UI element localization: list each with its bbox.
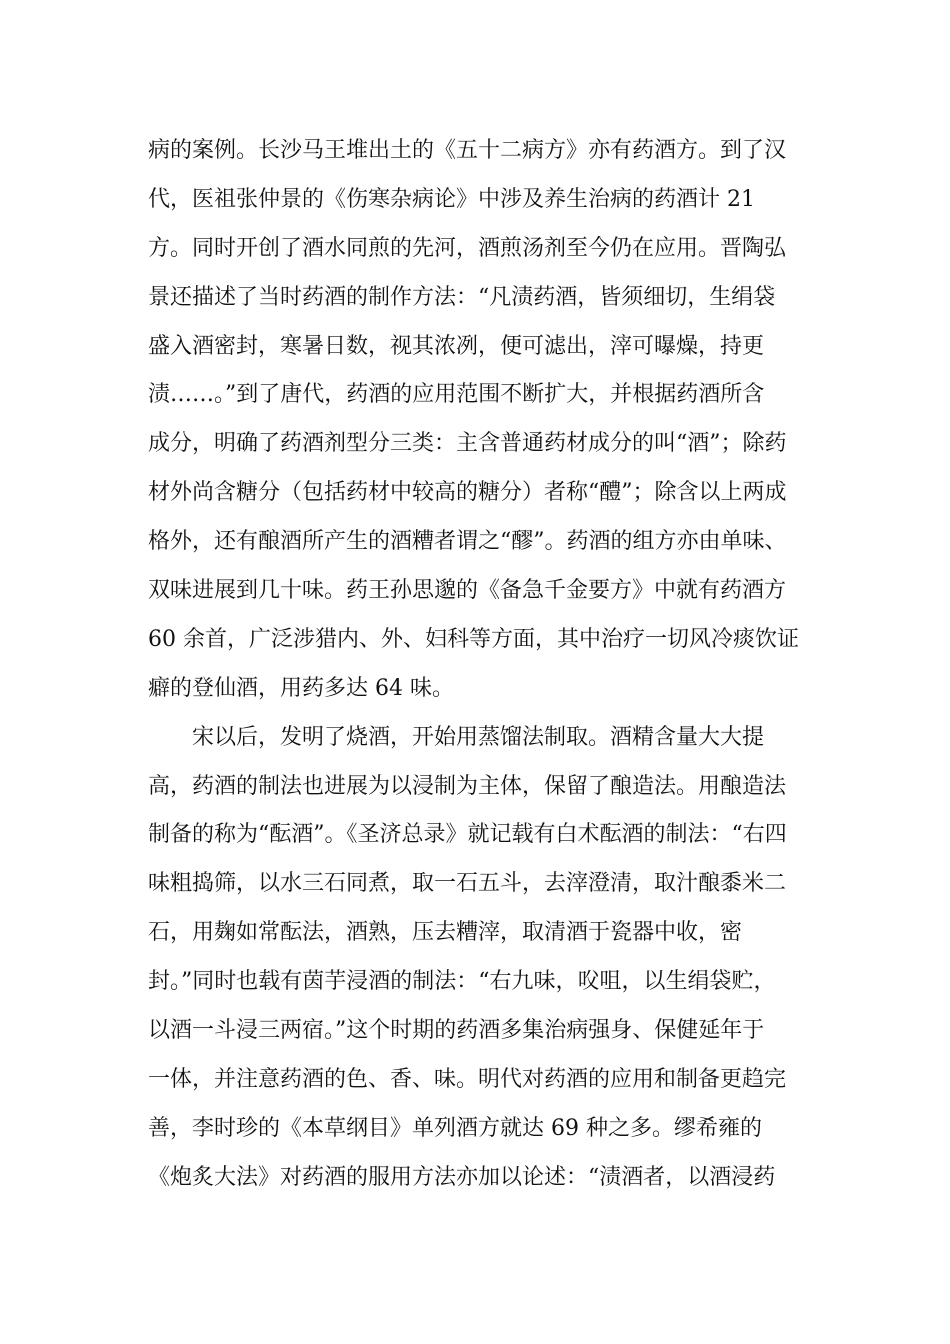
body-text — [148, 127, 808, 1203]
text-line: 60 余首，广泛涉猎内、外、妇科等方面，其中治疗一切风冷痰饮证 — [148, 626, 799, 652]
text-line: 方。同时开创了酒水同煎的先河，酒煎汤剂至今仍在应用。晋陶弘 — [148, 235, 787, 261]
text-line: 盛入酒密封，寒暑日数，视其浓冽，便可滤出，滓可曝燥，持更 — [148, 333, 765, 359]
text-line: 癖的登仙酒，用药多达 64 味。 — [148, 675, 454, 701]
paragraph — [148, 714, 808, 1203]
text-line: 以酒一斗浸三两宿。”这个时期的药酒多集治病强身、保健延年于 — [148, 1018, 765, 1044]
text-line: 成分，明确了药酒剂型分三类：主含普通药材成分的叫“酒”；除药 — [148, 431, 787, 457]
text-line: 石，用麹如常酝法，酒熟，压去糟滓，取清酒于瓷器中收，密 — [148, 920, 743, 946]
paragraph — [148, 127, 808, 714]
text-line: 高，药酒的制法也进展为以浸制为主体，保留了酿造法。用酿造法 — [148, 773, 787, 799]
text-line: 味粗捣筛，以水三石同煮，取一石五斗，去滓澄清，取汁酿黍米二 — [148, 871, 787, 897]
text-line: 病的案例。长沙马王堆出土的《五十二病方》亦有药酒方。到了汉 — [148, 138, 787, 163]
text-line: 渍……。”到了唐代，药酒的应用范围不断扩大，并根据药酒所含 — [148, 382, 765, 408]
text-line: 一体，并注意药酒的色、香、味。明代对药酒的应用和制备更趋完 — [148, 1066, 787, 1092]
text-line: 制备的称为“酝酒”。《圣济总录》就记载有白术酝酒的制法：“右四 — [148, 822, 787, 848]
text-line: 景还描述了当时药酒的制作方法：“凡渍药酒，皆须细切，生绢袋 — [148, 284, 776, 310]
text-line: 宋以后，发明了烧酒，开始用蒸馏法制取。酒精含量大大提 — [192, 724, 765, 750]
text-line: 格外，还有酿酒所产生的酒糟者谓之“醪”。药酒的组方亦由单味、 — [148, 529, 787, 555]
text-line: 双味进展到几十味。药王孙思邈的《备急千金要方》中就有药酒方 — [148, 578, 787, 604]
text-line: 《炮炙大法》对药酒的服用方法亦加以论述：“渍酒者，以酒浸药 — [148, 1164, 776, 1190]
text-line: 封。”同时也载有茵芋浸酒的制法：“右九味，㕮咀，以生绢袋贮， — [148, 969, 776, 995]
text-line: 善，李时珍的《本草纲目》单列酒方就达 69 种之多。缪希雍的 — [148, 1115, 762, 1141]
text-line: 代，医祖张仲景的《伤寒杂病论》中涉及养生治病的药酒计 21 — [148, 186, 755, 212]
text-line: 材外尚含糖分（包括药材中较高的糖分）者称“醴”；除含以上两成 — [148, 480, 787, 506]
